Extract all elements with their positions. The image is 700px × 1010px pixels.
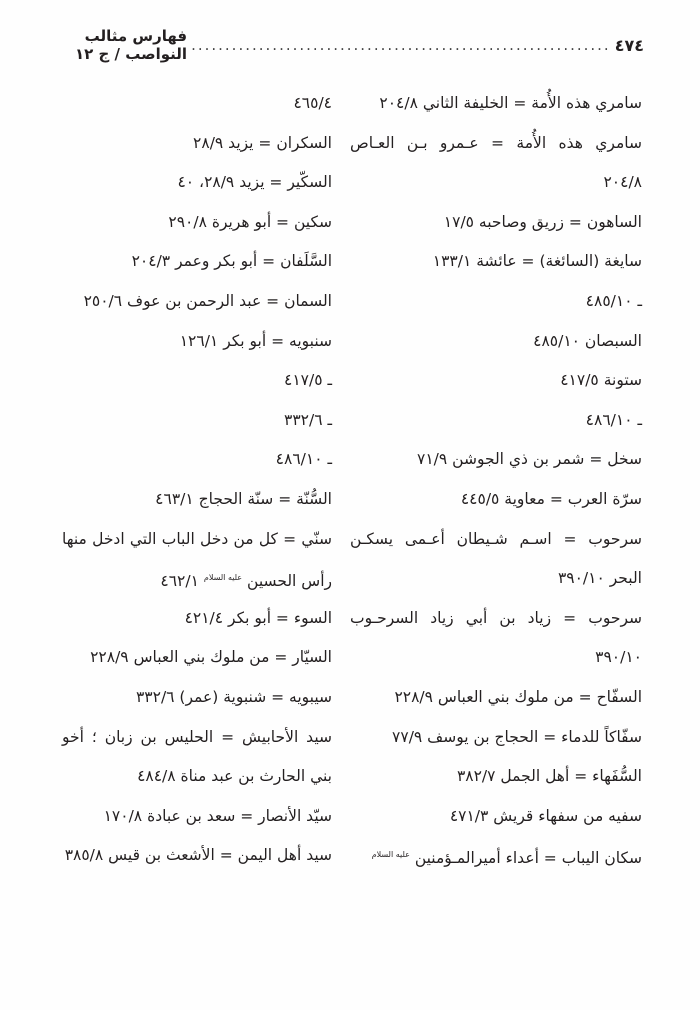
entry-text: السكّير = يزيد ٢٨/٩، ٤٠	[177, 173, 332, 192]
index-entry	[62, 842, 332, 882]
entry-text: ٤٦٥/٤	[293, 94, 332, 112]
running-title: فهارس مثالب النواصب / ج ١٢	[74, 27, 188, 63]
index-entry	[350, 644, 642, 684]
entry-text: سيبويه = شنبوية (عمر) ٣٣٢/٦	[135, 687, 332, 706]
index-entry	[350, 209, 642, 249]
running-header	[72, 27, 644, 63]
index-entry	[350, 367, 642, 407]
entry-text: ٢٠٤/٨	[603, 173, 642, 192]
honorific-ligature: عليه السلام	[371, 850, 410, 860]
entry-text: سكين = أبو هريرة ٢٩٠/٨	[168, 212, 332, 231]
entry-text: سكان اليباب = أعداء أميرالمـؤمنين	[414, 849, 642, 868]
index-entry	[350, 605, 642, 645]
index-entry	[350, 328, 642, 368]
index-entry	[62, 565, 332, 605]
entry-text: سرّة العرب = معاوية ٤٤٥/٥	[460, 489, 642, 508]
index-entry	[350, 446, 642, 486]
entry-text: السَّلَفان = أبو بكر وعمر ٢٠٤/٣	[131, 252, 332, 271]
entry-text: سخل = شمر بن ذي الجوشن ٧١/٩	[417, 450, 642, 469]
entry-text: السوء = أبو بكر ٤٢١/٤	[184, 608, 332, 627]
entry-text: السكران = يزيد ٢٨/٩	[193, 133, 332, 152]
entry-text: سيّد الأنصار = سعد بن عبادة ١٧٠/٨	[103, 806, 332, 825]
index-entry	[62, 526, 332, 566]
index-entry	[350, 486, 642, 526]
entry-text: رأس الحسين	[247, 572, 332, 591]
index-entry	[62, 130, 332, 170]
entry-text: ـ ٤٨٦/١٠	[275, 450, 332, 469]
index-entry	[350, 90, 642, 130]
entry-text: ـ ٤١٧/٥	[284, 371, 332, 390]
index-entry	[350, 407, 642, 447]
index-entry	[350, 288, 642, 328]
entry-text: سامري هذه الأُمة = عـمرو بـن العـاص	[350, 133, 642, 152]
index-entry	[350, 724, 642, 764]
entry-text: سرحوب = اسـم شـيطان أعـمى يسكـن	[350, 529, 642, 548]
entry-text: الساهون = زريق وصاحبه ١٧/٥	[443, 212, 642, 231]
index-entry	[62, 684, 332, 724]
entry-text: السمان = عبد الرحمن بن عوف ٢٥٠/٦	[83, 291, 332, 310]
entry-text: ـ ٤٨٦/١٠	[585, 410, 642, 429]
index-entry	[350, 565, 642, 605]
index-entry	[350, 526, 642, 566]
entry-text: سيد الأحابيش = الحليس بن زبان ؛ أخو	[62, 727, 332, 746]
index-entry	[350, 248, 642, 288]
index-entry	[350, 169, 642, 209]
index-entry	[62, 605, 332, 645]
index-entry	[62, 288, 332, 328]
entry-text: سفيه من سفهاء قريش ٤٧١/٣	[449, 806, 642, 825]
index-entry	[350, 130, 642, 170]
entry-text: سيد أهل اليمن = الأشعث بن قيس ٣٨٥/٨	[64, 846, 332, 865]
index-entry	[62, 803, 332, 843]
index-entry	[62, 90, 332, 130]
honorific-ligature: عليه السلام	[203, 573, 243, 583]
entry-text: السُّنّة = سنّة الحجاج ٤٦٣/١	[155, 489, 332, 508]
entry-text: ـ ٤٨٥/١٠	[585, 291, 642, 310]
entry-text: ٣٩٠/١٠	[595, 648, 642, 667]
index-column-left	[62, 90, 332, 882]
entry-text: سنبويه = أبو بكر ١٢٦/١	[179, 331, 332, 350]
entry-text: سفّاكاً للدماء = الحجاج بن يوسف ٧٧/٩	[392, 727, 642, 746]
index-entry	[350, 803, 642, 843]
dot-leader: ..............................................................	[191, 36, 611, 54]
entry-text: السفّاح = من ملوك بني العباس ٢٢٨/٩	[394, 687, 642, 706]
index-entry	[350, 763, 642, 803]
entry-text: السبصان ٤٨٥/١٠	[533, 331, 642, 350]
index-entry	[350, 842, 642, 882]
entry-text: سايغة (السائغة) = عائشة ١٣٣/١	[432, 252, 642, 271]
index-entry	[62, 407, 332, 447]
entry-text: السيّار = من ملوك بني العباس ٢٢٨/٩	[90, 648, 332, 667]
index-column-right	[350, 90, 642, 882]
entry-text: السُّفَهاء = أهل الجمل ٣٨٢/٧	[456, 767, 642, 786]
entry-text: سرحوب = زياد بن أبي زياد السرحـوب	[350, 608, 642, 627]
index-entry	[62, 248, 332, 288]
entry-text: البحر ٣٩٠/١٠	[557, 569, 642, 588]
entry-reference: ٤٦٢/١	[160, 572, 199, 591]
entry-text: ستونة ٤١٧/٥	[560, 371, 642, 390]
index-entry	[62, 367, 332, 407]
entry-text: سنّي = كل من دخل الباب التي ادخل منها	[62, 529, 332, 548]
index-entry	[62, 209, 332, 249]
index-entry	[62, 328, 332, 368]
index-entry	[62, 763, 332, 803]
index-entry	[350, 684, 642, 724]
index-entry	[62, 644, 332, 684]
index-entry	[62, 724, 332, 764]
page-number: ٤٧٤	[614, 35, 644, 55]
entry-text: ـ ٣٣٢/٦	[284, 410, 332, 429]
index-entry	[62, 486, 332, 526]
index-entry	[62, 446, 332, 486]
index-entry	[62, 169, 332, 209]
entry-text: بني الحارث بن عبد مناة ٤٨٤/٨	[137, 767, 332, 786]
entry-text: سامري هذه الأُمة = الخليفة الثاني ٢٠٤/٨	[379, 94, 642, 112]
